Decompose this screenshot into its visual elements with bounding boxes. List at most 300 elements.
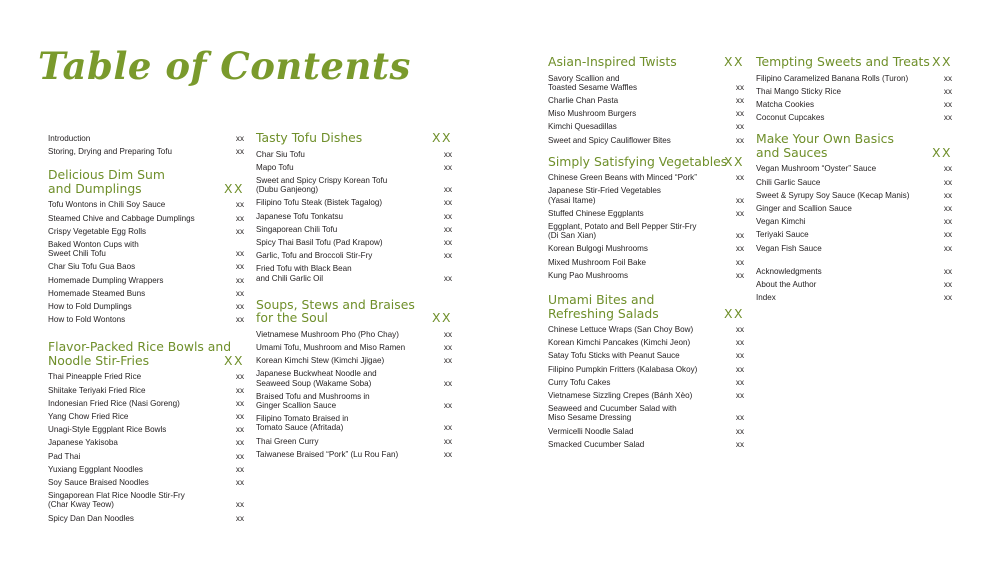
entry-page-number: xx xyxy=(443,356,452,366)
entry-title xyxy=(548,404,722,422)
entry-title-line: Tofu Wontons in Chili Soy Sauce xyxy=(48,200,166,210)
entry-title xyxy=(48,240,222,258)
entry-title xyxy=(48,302,222,311)
entry-page-number: xx xyxy=(235,478,244,488)
entry-title xyxy=(756,100,930,109)
toc-section xyxy=(48,168,244,326)
entry-page-number: xx xyxy=(235,147,244,157)
toc-entry[interactable] xyxy=(256,341,452,354)
toc-entry[interactable] xyxy=(548,184,744,206)
toc-entry[interactable] xyxy=(756,111,952,124)
toc-entry[interactable] xyxy=(256,236,452,249)
entry-title-line: Vegan Fish Sauce xyxy=(756,243,822,253)
section-heading xyxy=(48,340,244,367)
entry-page-number: xx xyxy=(235,226,244,236)
section-title-line: Tasty Tofu Dishes xyxy=(256,130,363,145)
entry-page-number: xx xyxy=(735,325,744,335)
toc-entry[interactable] xyxy=(256,148,452,161)
toc-entry[interactable] xyxy=(256,196,452,209)
entry-title xyxy=(256,150,430,159)
entry-title-line: Acknowledgments xyxy=(756,266,822,276)
entry-title-line: (Di San Xian) xyxy=(548,231,597,241)
entry-title-line: Korean Kimchi Pancakes (Kimchi Jeon) xyxy=(548,338,691,348)
entry-title xyxy=(48,412,222,421)
toc-column-4 xyxy=(756,55,952,304)
entry-title xyxy=(256,392,430,410)
toc-entry[interactable] xyxy=(548,242,744,255)
entry-page-number: xx xyxy=(735,391,744,401)
toc-entry[interactable] xyxy=(548,256,744,269)
toc-entry[interactable] xyxy=(756,189,952,202)
entry-title xyxy=(756,280,930,289)
section-page-number: XX xyxy=(432,130,452,145)
entry-page-number: xx xyxy=(735,364,744,374)
entry-page-number: xx xyxy=(235,451,244,461)
toc-entry[interactable] xyxy=(48,463,244,476)
entry-title xyxy=(256,437,430,446)
section-title-line: Umami Bites and xyxy=(548,292,655,308)
section-title-line: for the Soul xyxy=(256,310,328,326)
entry-title-line: Sweet and Spicy Cauliflower Bites xyxy=(548,135,671,145)
entry-page-number: xx xyxy=(735,135,744,145)
section-page-number: XX xyxy=(932,144,952,160)
entry-title xyxy=(256,212,430,221)
toc-entry[interactable] xyxy=(48,436,244,449)
toc-entry[interactable] xyxy=(548,107,744,120)
entry-page-number: xx xyxy=(735,244,744,254)
toc-entry[interactable] xyxy=(548,389,744,402)
entry-page-number: xx xyxy=(443,224,452,234)
section-title xyxy=(48,340,244,367)
toc-entry[interactable] xyxy=(256,210,452,223)
entry-title xyxy=(48,372,222,381)
toc-entry[interactable] xyxy=(48,313,244,326)
entry-title-line: Thai Green Curry xyxy=(256,436,319,446)
entry-title-line: Ginger Scallion Sauce xyxy=(256,400,337,410)
toc-entry[interactable] xyxy=(756,242,952,255)
section-title xyxy=(548,155,744,169)
entry-page-number: xx xyxy=(443,237,452,247)
section-title xyxy=(548,293,744,320)
entry-title-line: Unagi-Style Eggplant Rice Bowls xyxy=(48,425,167,435)
toc-entry[interactable] xyxy=(48,397,244,410)
entry-title xyxy=(48,478,222,487)
entry-title xyxy=(48,200,222,209)
section-title-line: Flavor-Packed Rice Bowls and xyxy=(48,339,232,355)
entry-title xyxy=(756,217,930,226)
toc-entry[interactable] xyxy=(756,72,952,85)
entry-page-number: xx xyxy=(735,351,744,361)
entry-title-line: Sweet & Syrupy Soy Sauce (Kecap Manis) xyxy=(756,190,910,200)
entry-page-number: xx xyxy=(443,162,452,172)
entry-page-number: xx xyxy=(943,203,952,213)
entry-title xyxy=(548,351,722,360)
entry-title xyxy=(48,227,222,236)
entry-title-line: Satay Tofu Sticks with Peanut Sauce xyxy=(548,351,680,361)
entry-title-line: Ginger and Scallion Sauce xyxy=(756,203,852,213)
entry-title-line: Vegan Kimchi xyxy=(756,217,806,227)
entry-page-number: xx xyxy=(235,275,244,285)
toc-section xyxy=(756,265,952,305)
toc-entry[interactable] xyxy=(756,176,952,189)
entry-title xyxy=(256,369,430,387)
entry-title xyxy=(256,198,430,207)
entry-title-line: Thai Pineapple Fried Rice xyxy=(48,372,142,382)
entry-title-line: Braised Tofu and Mushrooms in xyxy=(256,391,370,401)
entry-title xyxy=(756,191,930,200)
toc-column-1 xyxy=(48,132,244,525)
entry-page-number: xx xyxy=(735,195,744,205)
entry-title xyxy=(548,109,722,118)
entry-page-number: xx xyxy=(235,134,244,143)
entry-title xyxy=(756,204,930,213)
entry-title-line: Singaporean Flat Rice Noodle Stir-Fry xyxy=(48,491,185,501)
entry-page-number: xx xyxy=(943,99,952,109)
toc-entry[interactable] xyxy=(756,202,952,215)
section-title xyxy=(48,168,244,195)
entry-title-line: Stuffed Chinese Eggplants xyxy=(548,208,644,218)
toc-entry[interactable] xyxy=(756,85,952,98)
section-title xyxy=(756,132,952,159)
entry-title xyxy=(48,315,222,324)
entry-title-line: Japanese Yakisoba xyxy=(48,438,118,448)
entry-title-line: Yuxiang Eggplant Noodles xyxy=(48,464,143,474)
section-page-number: XX xyxy=(724,54,744,69)
entry-title xyxy=(48,465,222,474)
section-title-line: and Sauces xyxy=(756,144,828,160)
toc-entry[interactable] xyxy=(48,287,244,300)
toc-entry[interactable] xyxy=(256,412,452,434)
section-title xyxy=(256,298,452,325)
entry-title-line: Japanese Stir-Fried Vegetables xyxy=(548,186,661,196)
entry-title-line: Tomato Sauce (Afritada) xyxy=(256,423,344,433)
entry-page-number: xx xyxy=(943,279,952,289)
entry-title-line: (Yasai Itame) xyxy=(548,195,596,205)
section-title-line: Asian-Inspired Twists xyxy=(548,54,677,69)
entry-title-line: (Dubu Ganjeong) xyxy=(256,185,319,195)
toc-entry[interactable] xyxy=(548,349,744,362)
entry-title xyxy=(256,356,430,365)
section-heading xyxy=(256,131,452,145)
toc-entry[interactable] xyxy=(256,161,452,174)
entry-title-line: Pad Thai xyxy=(48,451,81,461)
toc-column-3 xyxy=(548,55,744,451)
entry-title xyxy=(756,230,930,239)
entry-title-line: Filipino Tofu Steak (Bistek Tagalog) xyxy=(256,198,383,208)
toc-entry[interactable] xyxy=(256,328,452,341)
entry-title xyxy=(256,414,430,432)
entry-title xyxy=(256,225,430,234)
toc-entry[interactable] xyxy=(548,207,744,220)
entry-title xyxy=(256,251,430,260)
entry-title xyxy=(256,450,430,459)
section-heading xyxy=(756,132,952,159)
toc-entry[interactable] xyxy=(548,171,744,184)
toc-entry[interactable] xyxy=(48,489,244,511)
entry-page-number: xx xyxy=(943,230,952,240)
toc-entry[interactable] xyxy=(48,300,244,313)
section-title-line: and Dumplings xyxy=(48,180,142,196)
toc-entry[interactable] xyxy=(48,238,244,260)
entry-title xyxy=(756,267,930,276)
entry-title-line: Chinese Green Beans with Minced “Pork” xyxy=(548,173,697,183)
section-title-line: Refreshing Salads xyxy=(548,305,659,321)
entry-title xyxy=(48,491,222,509)
entry-page-number: xx xyxy=(735,208,744,218)
toc-entry[interactable] xyxy=(256,223,452,236)
entry-page-number: xx xyxy=(235,513,244,523)
entry-title-line: Index xyxy=(756,293,776,303)
toc-column-2 xyxy=(256,131,452,461)
toc-entry[interactable] xyxy=(548,72,744,94)
entry-page-number: xx xyxy=(943,73,952,83)
entry-title-line: Filipino Tomato Braised in xyxy=(256,414,349,424)
toc-section xyxy=(256,131,452,285)
entry-title xyxy=(548,365,722,374)
toc-entry[interactable] xyxy=(48,198,244,211)
entry-title-line: Soy Sauce Braised Noodles xyxy=(48,478,149,488)
toc-entry[interactable] xyxy=(256,354,452,367)
entry-title-line: and Chili Garlic Oil xyxy=(256,273,324,283)
entry-title xyxy=(756,87,930,96)
entry-page-number: xx xyxy=(235,438,244,448)
toc-entry[interactable] xyxy=(548,323,744,336)
entry-title xyxy=(548,427,722,436)
entry-page-number: xx xyxy=(735,338,744,348)
entry-title-line: (Char Kway Teow) xyxy=(48,500,114,510)
entry-title-line: Filipino Pumpkin Fritters (Kalabasa Okoy) xyxy=(548,364,698,374)
toc-entry[interactable] xyxy=(756,98,952,111)
entry-page-number: xx xyxy=(235,302,244,312)
entry-page-number: xx xyxy=(943,266,952,276)
entry-title-line: Korean Bulgogi Mushrooms xyxy=(548,244,648,254)
entry-title xyxy=(756,164,930,173)
toc-entry[interactable] xyxy=(256,249,452,262)
entry-page-number: xx xyxy=(735,270,744,280)
toc-entry[interactable] xyxy=(256,262,452,284)
entry-title xyxy=(48,134,222,143)
entry-title xyxy=(256,176,430,194)
toc-entry[interactable] xyxy=(756,228,952,241)
section-title xyxy=(756,55,952,69)
toc-entry[interactable] xyxy=(756,291,952,304)
toc-entry[interactable] xyxy=(48,423,244,436)
entry-title xyxy=(548,209,722,218)
entry-page-number: xx xyxy=(235,213,244,223)
entry-title xyxy=(548,96,722,105)
entry-title xyxy=(548,122,722,131)
section-page-number: XX xyxy=(432,310,452,326)
entry-title xyxy=(48,262,222,271)
toc-entry[interactable] xyxy=(256,435,452,448)
entry-title-line: Taiwanese Braised “Pork” (Lu Rou Fan) xyxy=(256,449,399,459)
toc-entry[interactable] xyxy=(256,390,452,412)
entry-title xyxy=(548,258,722,267)
toc-entry[interactable] xyxy=(548,402,744,424)
entry-title-line: Char Siu Tofu Gua Baos xyxy=(48,262,136,272)
entry-title-line: Homemade Steamed Buns xyxy=(48,288,146,298)
entry-title xyxy=(548,222,722,240)
entry-title xyxy=(48,386,222,395)
entry-title-line: Spicy Dan Dan Noodles xyxy=(48,513,134,523)
entry-title xyxy=(256,163,430,172)
toc-entry[interactable] xyxy=(48,450,244,463)
entry-title-line: Mixed Mushroom Foil Bake xyxy=(548,257,647,267)
toc-entry[interactable] xyxy=(548,269,744,282)
entry-title-line: Chili Garlic Sauce xyxy=(756,177,821,187)
entry-page-number: xx xyxy=(443,185,452,195)
toc-entry[interactable] xyxy=(548,336,744,349)
entry-title-line: Toasted Sesame Waffles xyxy=(548,82,638,92)
entry-page-number: xx xyxy=(943,190,952,200)
entry-page-number: xx xyxy=(235,262,244,272)
toc-entry[interactable] xyxy=(48,512,244,525)
toc-entry[interactable] xyxy=(48,132,244,145)
entry-title-line: Thai Mango Sticky Rice xyxy=(756,86,842,96)
entry-title-line: Miso Mushroom Burgers xyxy=(548,109,637,119)
entry-page-number: xx xyxy=(235,412,244,422)
entry-page-number: xx xyxy=(443,273,452,283)
toc-entry[interactable] xyxy=(48,212,244,225)
entry-page-number: xx xyxy=(943,113,952,123)
toc-section xyxy=(756,132,952,254)
section-page-number: XX xyxy=(724,305,744,321)
toc-entry[interactable] xyxy=(756,265,952,278)
toc-entry[interactable] xyxy=(548,94,744,107)
entry-title xyxy=(548,391,722,400)
entry-page-number: xx xyxy=(235,372,244,382)
toc-entry[interactable] xyxy=(48,384,244,397)
section-title xyxy=(256,131,452,145)
section-page-number: XX xyxy=(932,54,952,69)
entry-page-number: xx xyxy=(443,149,452,159)
entry-title xyxy=(756,178,930,187)
entry-title xyxy=(548,136,722,145)
section-title-line: Noodle Stir-Fries xyxy=(48,352,150,368)
entry-title-line: Garlic, Tofu and Broccoli Stir-Fry xyxy=(256,251,373,261)
entry-title xyxy=(548,74,722,92)
entry-title-line: Sweet Chili Tofu xyxy=(48,249,106,259)
entry-title-line: Matcha Cookies xyxy=(756,99,815,109)
entry-title xyxy=(256,264,430,282)
entry-title-line: Homemade Dumpling Wrappers xyxy=(48,275,164,285)
section-heading xyxy=(48,168,244,195)
toc-entry[interactable] xyxy=(256,174,452,196)
section-heading xyxy=(756,55,952,69)
entry-page-number: xx xyxy=(735,257,744,267)
toc-entry[interactable] xyxy=(548,120,744,133)
entry-title-line: Char Siu Tofu xyxy=(256,149,305,159)
entry-title-line: Seaweed Soup (Wakame Soba) xyxy=(256,378,372,388)
toc-entry[interactable] xyxy=(548,376,744,389)
entry-page-number: xx xyxy=(735,231,744,241)
entry-page-number: xx xyxy=(235,288,244,298)
entry-title xyxy=(48,214,222,223)
entry-title-line: Japanese Buckwheat Noodle and xyxy=(256,369,377,379)
section-page-number: XX xyxy=(224,180,244,196)
entry-title xyxy=(548,338,722,347)
entry-page-number: xx xyxy=(443,329,452,339)
toc-entry[interactable] xyxy=(48,225,244,238)
toc-entry[interactable] xyxy=(256,367,452,389)
toc-entry[interactable] xyxy=(256,448,452,461)
entry-title-line: Savory Scallion and xyxy=(548,73,620,83)
entry-title-line: Teriyaki Sauce xyxy=(756,230,809,240)
entry-page-number: xx xyxy=(943,164,952,174)
entry-page-number: xx xyxy=(943,243,952,253)
section-title-line: Tempting Sweets and Treats xyxy=(756,54,930,69)
toc-section xyxy=(48,132,244,158)
entry-title-line: How to Fold Dumplings xyxy=(48,302,132,312)
entry-page-number: xx xyxy=(735,109,744,119)
entry-title xyxy=(548,244,722,253)
toc-entry[interactable] xyxy=(756,162,952,175)
entry-title-line: Baked Wonton Cups with xyxy=(48,240,139,250)
entry-page-number: xx xyxy=(943,177,952,187)
toc-entry[interactable] xyxy=(548,220,744,242)
entry-title xyxy=(256,330,430,339)
entry-page-number: xx xyxy=(443,211,452,221)
entry-title-line: Korean Kimchi Stew (Kimchi Jjigae) xyxy=(256,356,385,366)
entry-page-number: xx xyxy=(443,378,452,388)
toc-entry[interactable] xyxy=(48,145,244,158)
toc-entry[interactable] xyxy=(548,425,744,438)
toc-entry[interactable] xyxy=(756,215,952,228)
entry-title-line: Mapo Tofu xyxy=(256,162,294,172)
entry-title xyxy=(48,452,222,461)
entry-title-line: Japanese Tofu Tonkatsu xyxy=(256,211,343,221)
toc-entry[interactable] xyxy=(756,278,952,291)
toc-entry[interactable] xyxy=(48,410,244,423)
entry-title-line: Crispy Vegetable Egg Rolls xyxy=(48,226,147,236)
entry-page-number: xx xyxy=(735,377,744,387)
toc-entry[interactable] xyxy=(48,260,244,273)
toc-entry[interactable] xyxy=(548,134,744,147)
entry-title xyxy=(48,438,222,447)
entry-page-number: xx xyxy=(443,400,452,410)
entry-title-line: Charlie Chan Pasta xyxy=(548,95,619,105)
entry-page-number: xx xyxy=(735,426,744,436)
entry-title-line: Fried Tofu with Black Bean xyxy=(256,264,352,274)
toc-section xyxy=(756,55,952,124)
entry-title-line: Spicy Thai Basil Tofu (Pad Krapow) xyxy=(256,237,383,247)
toc-entry[interactable] xyxy=(48,274,244,287)
entry-page-number: xx xyxy=(443,198,452,208)
entry-title-line: Miso Sesame Dressing xyxy=(548,413,632,423)
entry-title xyxy=(756,293,930,302)
section-title-line: Make Your Own Basics xyxy=(756,131,894,147)
section-title-line: Simply Satisfying Vegetables xyxy=(548,153,728,169)
entry-title xyxy=(548,325,722,334)
entry-title-line: Storing, Drying and Preparing Tofu xyxy=(48,147,173,157)
entry-title xyxy=(48,399,222,408)
toc-entry[interactable] xyxy=(548,438,744,451)
entry-title-line: Introduction xyxy=(48,134,91,143)
section-heading xyxy=(256,298,452,325)
entry-title-line: About the Author xyxy=(756,279,817,289)
section-heading xyxy=(548,293,744,320)
entry-page-number: xx xyxy=(943,86,952,96)
entry-page-number: xx xyxy=(735,439,744,449)
entry-page-number: xx xyxy=(943,217,952,227)
toc-entry[interactable] xyxy=(48,370,244,383)
entry-title-line: Chinese Lettuce Wraps (San Choy Bow) xyxy=(548,325,694,335)
entry-page-number: xx xyxy=(235,315,244,325)
toc-entry[interactable] xyxy=(548,363,744,376)
toc-entry[interactable] xyxy=(48,476,244,489)
entry-title xyxy=(548,173,722,182)
entry-page-number: xx xyxy=(443,342,452,352)
